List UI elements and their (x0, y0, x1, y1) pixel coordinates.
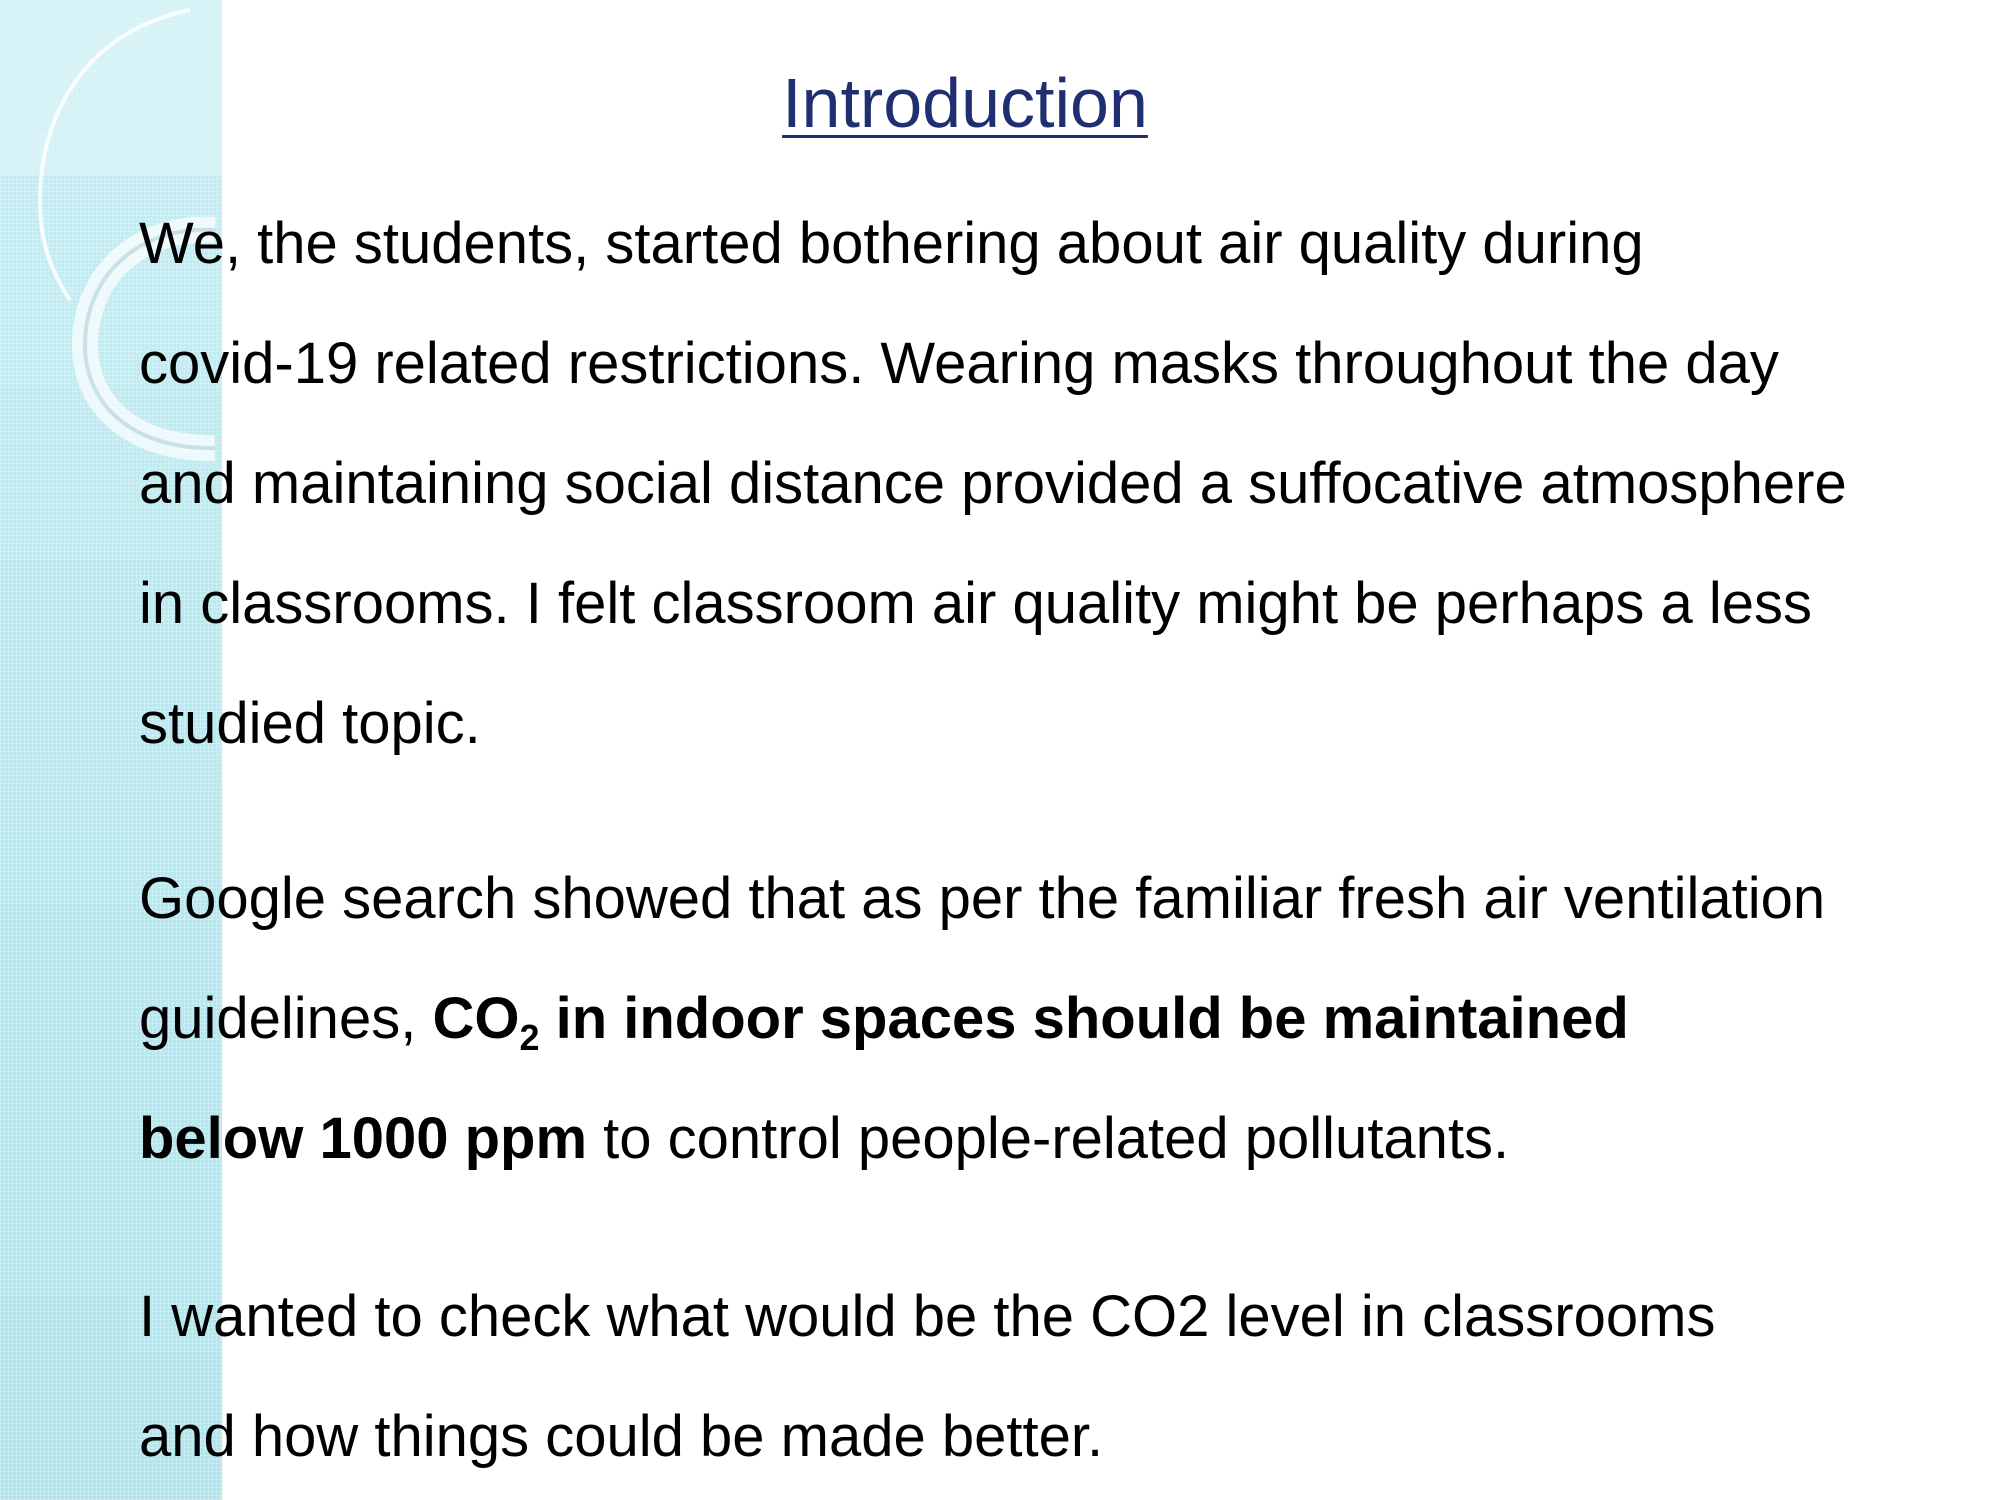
intro-line-5: studied topic. (139, 691, 481, 756)
intro-line-2: covid-19 related restrictions. Wearing masks throughout the day (139, 331, 1779, 396)
goal-paragraph (139, 1257, 1939, 1497)
slide-title: Introduction (782, 64, 1148, 142)
guidelines-line-3-rest: to control people-related pollutants. (587, 1106, 1510, 1171)
intro-line-4: in classrooms. I felt classroom air quality might be perhaps a less (139, 571, 1813, 636)
guidelines-line-3 (139, 1079, 1939, 1199)
intro-line-1: We, the students, started bothering about air quality during (139, 211, 1644, 276)
guidelines-prefix: guidelines, (139, 986, 433, 1051)
intro-paragraph (139, 184, 1939, 784)
co2-guideline-bold (432, 986, 1629, 1058)
guidelines-line-1: Google search showed that as per the familiar fresh air ventilation (139, 866, 1826, 931)
goal-line-2: and how things could be made better. (139, 1404, 1104, 1469)
goal-line-1: I wanted to check what would be the CO2 level in classrooms (139, 1284, 1716, 1349)
intro-line-3: and maintaining social distance provided a suffocative atmosphere (139, 451, 1847, 516)
guidelines-line-2 (139, 959, 1939, 1079)
co-text: CO (432, 986, 520, 1051)
guidelines-paragraph (139, 839, 1939, 1199)
co2-subscript: 2 (519, 1017, 540, 1058)
guideline-bold-rest: in indoor spaces should be maintained (539, 986, 1629, 1051)
ppm-limit-bold: below 1000 ppm (139, 1106, 588, 1171)
